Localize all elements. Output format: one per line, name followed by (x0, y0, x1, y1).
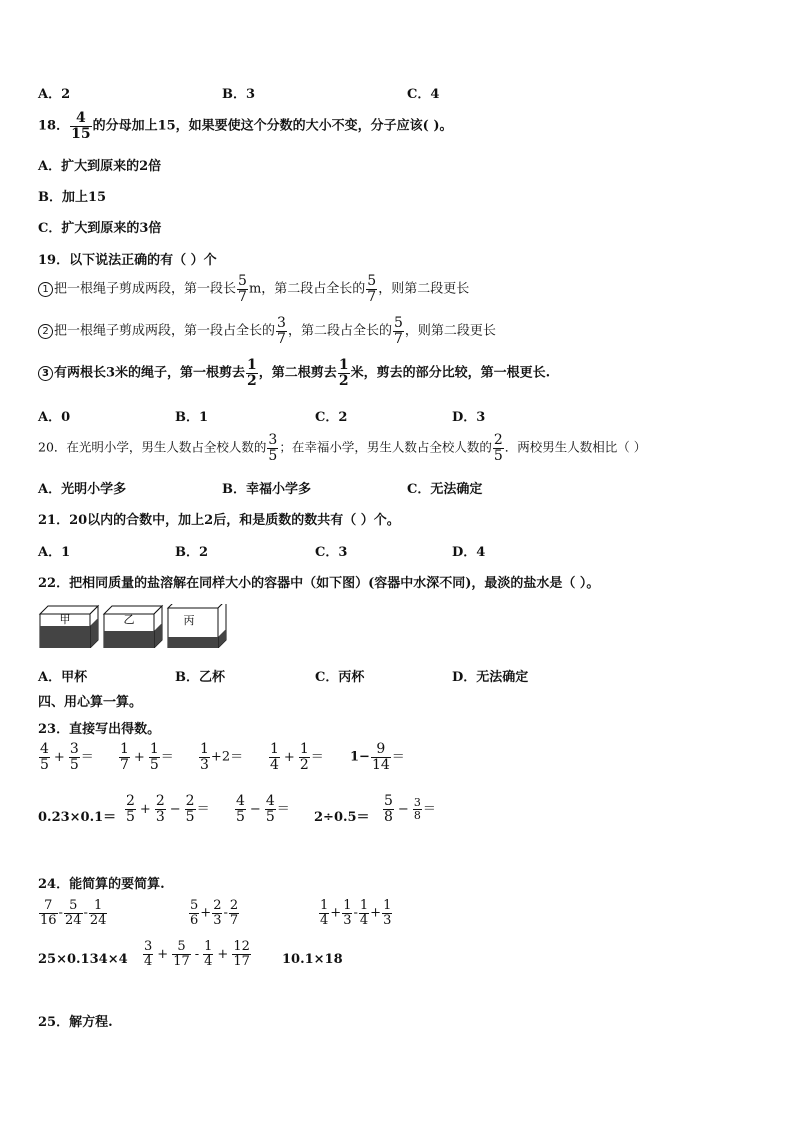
q25-stem: 25．解方程. (38, 1015, 113, 1030)
q22-option-c[interactable]: C．丙杯 (315, 670, 365, 685)
q18-number: 18． (38, 118, 70, 134)
container-bing (166, 604, 228, 648)
q19-option-c[interactable]: C．2 (315, 410, 348, 425)
q23-expr-4: $\frac{1}{4}$ + $\frac{1}{2}$ ＝ (270, 741, 324, 773)
q24-expr-4: 25×0.134×4 (38, 952, 128, 967)
q18-fraction: $\frac{4}{15}$ (71, 110, 91, 142)
q23-expr-9: 2÷0.5＝ (314, 810, 370, 825)
q23-stem: 23．直接写出得数。 (38, 722, 161, 737)
q20-option-a[interactable]: A．光明小学多 (38, 482, 127, 497)
q24-expr-6: 10.1×18 (282, 952, 343, 967)
container-jia (38, 604, 100, 648)
q21-option-d[interactable]: D．4 (452, 545, 486, 560)
q20-option-c[interactable]: C．无法确定 (407, 482, 483, 497)
q22-stem: 22．把相同质量的盐溶解在同样大小的容器中（如下图）(容器中水深不同)，最淡的盐水是（ ）。 (38, 576, 600, 591)
circled-number-1: 1 (38, 282, 53, 297)
q22-option-d[interactable]: D．无法确定 (452, 670, 529, 685)
q23-expr-5: 1− $\frac{9}{14}$ ＝ (350, 741, 405, 773)
q21-option-b[interactable]: B．2 (175, 545, 209, 560)
container-yi (102, 604, 164, 648)
q24-expr-2: $\frac{5}{6}$ + $\frac{2}{3}$ - $\frac{2}{7}$ (190, 898, 239, 928)
q17-option-c[interactable]: C．4 (407, 87, 440, 102)
q22-option-b[interactable]: B．乙杯 (175, 670, 225, 685)
q17-option-b[interactable]: B．3 (222, 87, 256, 102)
q23-expr-6: 0.23×0.1＝ (38, 810, 117, 825)
q19-option-d[interactable]: D．3 (452, 410, 486, 425)
q21-stem: 21．20以内的合数中，加上2后，和是质数的数共有（ ）个。 (38, 513, 400, 528)
q20-stem: 20．在光明小学，男生人数占全校人数的 $\frac{3}{5}$ ；在幸福小学，男生人数占全校人数的 $\frac{2}{5}$ ．两校男生人数相比（ ） (38, 432, 647, 464)
q17-option-a[interactable]: A．2 (38, 87, 71, 102)
circled-number-3: 3 (38, 366, 53, 381)
q18-option-b[interactable]: B．加上15 (38, 190, 107, 205)
q18-option-a[interactable]: A．扩大到原来的2倍 (38, 159, 162, 174)
q19-option-a[interactable]: A．0 (38, 410, 71, 425)
q23-expr-3: $\frac{1}{3}$ +2＝ (200, 741, 244, 773)
container-label-jia: 甲 (59, 613, 71, 626)
q23-expr-8: $\frac{4}{5}$ − $\frac{4}{5}$ ＝ (236, 793, 290, 825)
q23-expr-7: $\frac{2}{5}$ + $\frac{2}{3}$ − $\frac{2}{5}$ ＝ (126, 793, 210, 825)
q21-option-a[interactable]: A．1 (38, 545, 71, 560)
q19-statement-2: 2 把一根绳子剪成两段，第一段占全长的 $\frac{3}{7}$ ，第二段占全长的 $\frac{5}{7}$ ，则第二段更长 (38, 316, 496, 346)
q19-option-b[interactable]: B．1 (175, 410, 209, 425)
circled-number-2: 2 (38, 324, 53, 339)
container-label-yi: 乙 (123, 613, 135, 626)
q20-option-b[interactable]: B．幸福小学多 (222, 482, 311, 497)
q24-expr-5: $\frac{3}{4}$ + $\frac{5}{17}$ - $\frac{1}{4}$ + $\frac{12}{17}$ (144, 939, 250, 969)
q18-text: 的分母加上15，如果要使这个分数的大小不变，分子应该( )。 (92, 118, 453, 134)
q23-expr-10: $\frac{5}{8}$ − $\frac{3}{8}$ ＝ (384, 793, 436, 825)
q24-expr-3: $\frac{1}{4}$ + $\frac{1}{3}$ - $\frac{1}{4}$ + $\frac{1}{3}$ (320, 898, 392, 928)
q24-stem: 24．能简算的要简算. (38, 877, 165, 892)
q24-expr-1: $\frac{7}{16}$ - $\frac{5}{24}$ - $\frac{1}{24}$ (40, 898, 107, 928)
q23-expr-2: $\frac{1}{7}$ + $\frac{1}{5}$ ＝ (120, 741, 174, 773)
q19-statement-1: 1 把一根绳子剪成两段，第一段长 $\frac{5}{7}$ m，第二段占全长的 $\frac{5}{7}$ ，则第二段更长 (38, 274, 469, 304)
section-heading: 四、用心算一算。 (38, 695, 143, 710)
q18-option-c[interactable]: C．扩大到原来的3倍 (38, 221, 162, 236)
q21-option-c[interactable]: C．3 (315, 545, 348, 560)
q18-stem (38, 111, 453, 141)
container-label-bing: 丙 (183, 614, 195, 627)
q19-statement-3: 3 有两根长3米的绳子，第一根剪去 $\frac{1}{2}$ ，第二根剪去 $\frac{1}{2}$ 米，剪去的部分比较，第一根更长. (38, 358, 550, 388)
q23-expr-1: $\frac{4}{5}$ + $\frac{3}{5}$ ＝ (40, 741, 94, 773)
q19-stem: 19．以下说法正确的有（ ）个 (38, 253, 217, 268)
q22-option-a[interactable]: A．甲杯 (38, 670, 88, 685)
